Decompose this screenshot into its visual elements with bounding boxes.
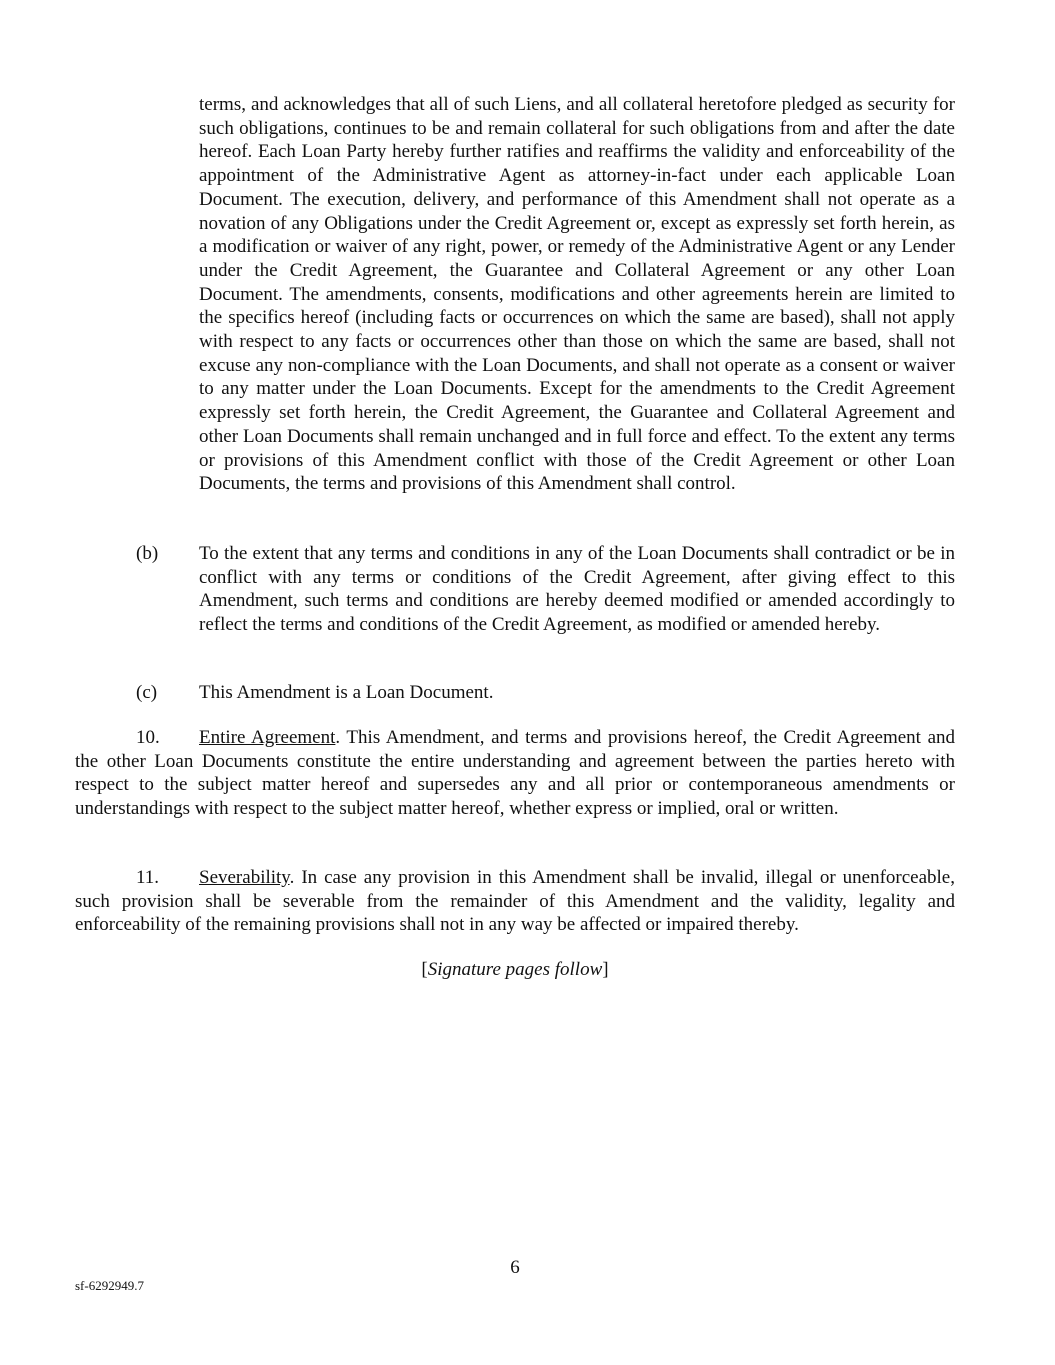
document-id: sf-6292949.7 [75, 1278, 144, 1293]
subsection-c [136, 681, 955, 705]
section-body: . This Amendment, and terms and provisions hereof, the Credit Agreement and the other Loan Documents constitute the entire understanding and agreement between the parties hereto with respect to the subject matter hereof and supersedes any and all prior or contemporaneous amendments or understandings with respect to the subject matter hereof, whether express or implied, oral or written. [75, 727, 956, 820]
continuation-paragraph: terms, and acknowledges that all of such Liens, and all collateral heretofore pledged as security for such obligations, continues to be and remain collateral for such obligations from and after the date hereof. Each Loan Party hereby further ratifies and reaffirms the validity and enforceability of the appointment of the Administrative Agent as attorney-in-fact under each applicable Loan Document. The execution, delivery, and performance of this Amendment shall not operate as a novation of any Obligations under the Credit Agreement or, except as expressly set forth herein, as a modification or waiver of any right, power, or remedy of the Administrative Agent or any Lender under the Credit Agreement, the Guarantee and Collateral Agreement or any other Loan Document. The amendments, consents, modifications and other agreements herein are limited to the specifics hereof (including facts or occurrences on which the same are based), shall not apply with respect to any facts or occurrences other than those on which the same are based, shall not excuse any non-compliance with the Loan Documents, and shall not operate as a consent or waiver to any matter under the Loan Documents. Except for the amendments to the Credit Agreement expressly set forth herein, the Credit Agreement, the Guarantee and Collateral Agreement and other Loan Documents shall remain unchanged and in full force and effect. To the extent any terms or provisions of this Amendment conflict with those of the Credit Agreement or other Loan Documents, the terms and provisions of this Amendment shall control. [199, 94, 955, 495]
subsection-text: To the extent that any terms and conditions in any of the Loan Documents shall contradict or be in conflict with any terms or conditions of the Credit Agreement, after giving effect to this Amendment, such terms and conditions are hereby deemed modified or amended accordingly to reflect the terms and conditions of the Credit Agreement, as modified or amended hereby. [199, 543, 955, 636]
section-10-entire-agreement [75, 726, 955, 821]
section-11-severability [75, 866, 955, 937]
subsection-letter: (c) [136, 682, 158, 703]
section-body: . In case any provision in this Amendment shall be invalid, illegal or unenforceable, such provision shall be severable from the remainder of this Amendment and the validity, legality and enforceability of the remaining provisions shall not in any way be affected or impaired thereby. [75, 867, 955, 936]
subsection-letter: (b) [136, 543, 159, 564]
bracket-open: [ [421, 959, 428, 980]
page-number: 6 [510, 1257, 520, 1278]
signature-note-text: Signature pages follow [427, 959, 603, 980]
section-number: 11. [136, 867, 160, 888]
signature-pages-note [0, 958, 1030, 982]
section-heading: Entire Agreement [199, 727, 336, 748]
bracket-close: ] [602, 959, 609, 980]
section-number: 10. [136, 727, 160, 748]
section-heading: Severability [199, 867, 290, 888]
subsection-b [136, 542, 955, 637]
subsection-text: This Amendment is a Loan Document. [199, 682, 494, 703]
